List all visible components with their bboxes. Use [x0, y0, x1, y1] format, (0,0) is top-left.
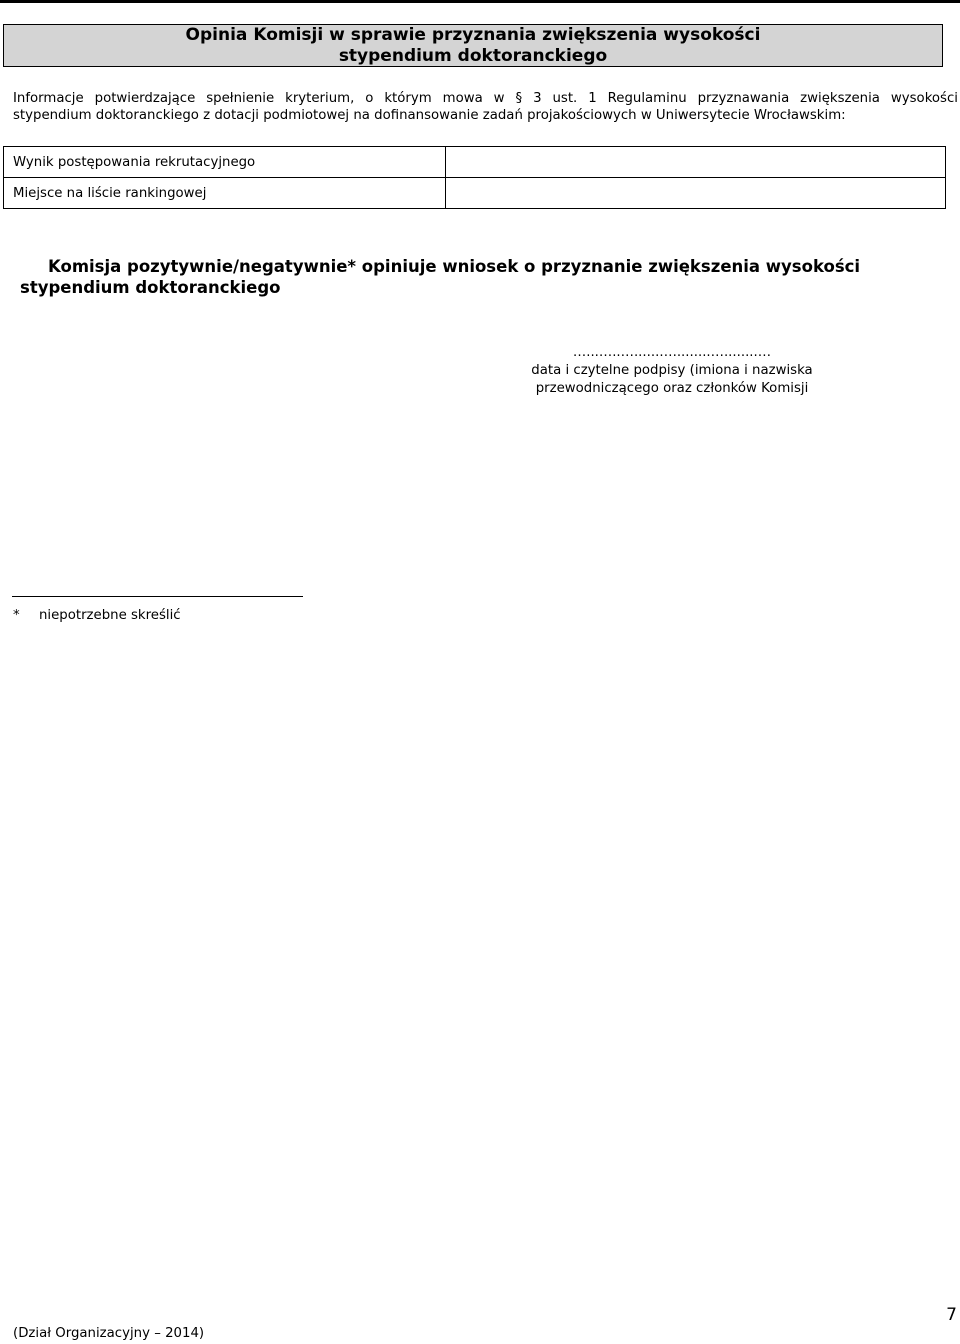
signature-caption-2: przewodniczącego oraz członków Komisji [535, 381, 809, 396]
criteria-table [3, 146, 946, 209]
ranking-position-field[interactable] [446, 178, 946, 209]
intro-line-2: stypendium doktoranckiego z dotacji podmiotowej na dofinansowanie zadań projakościowych w Uniwersytecie Wrocławskim: [13, 108, 846, 123]
opinion-line-2: stypendium doktoranckiego [20, 278, 281, 297]
recruitment-result-field[interactable] [446, 147, 946, 178]
table-row [4, 147, 946, 178]
footnote [13, 608, 181, 623]
table-row [4, 178, 946, 209]
page-number: 7 [946, 1305, 957, 1325]
ranking-position-label: Miejsce na liście rankingowej [4, 178, 446, 209]
footnote-marker: * [13, 608, 20, 623]
intro-line-1: Informacje potwierdzające spełnienie kryterium, o którym mowa w § 3 ust. 1 Regulaminu przyznawania zwiększenia wysokości [13, 91, 958, 106]
title-line-1: Opinia Komisji w sprawie przyznania zwiększenia wysokości [185, 24, 761, 45]
top-rule [0, 0, 960, 3]
form-title [3, 24, 943, 67]
signature-caption-1: data i czytelne podpisy (imiona i nazwiska [531, 363, 813, 378]
footnote-text: niepotrzebne skreślić [39, 608, 181, 623]
title-line-2: stypendium doktoranckiego [338, 45, 608, 66]
opinion-line-1: Komisja pozytywnie/negatywnie* opiniuje wniosek o przyznanie zwiększenia wysokości [48, 257, 861, 276]
footer-department: (Dział Organizacyjny – 2014) [13, 1326, 205, 1341]
intro-paragraph [13, 90, 958, 124]
signature-block [492, 344, 852, 398]
footnote-divider [12, 596, 303, 597]
signature-dots[interactable]: …...…..…......….........…........… [572, 345, 772, 360]
recruitment-result-label: Wynik postępowania rekrutacyjnego [4, 147, 446, 178]
committee-opinion [20, 256, 945, 298]
